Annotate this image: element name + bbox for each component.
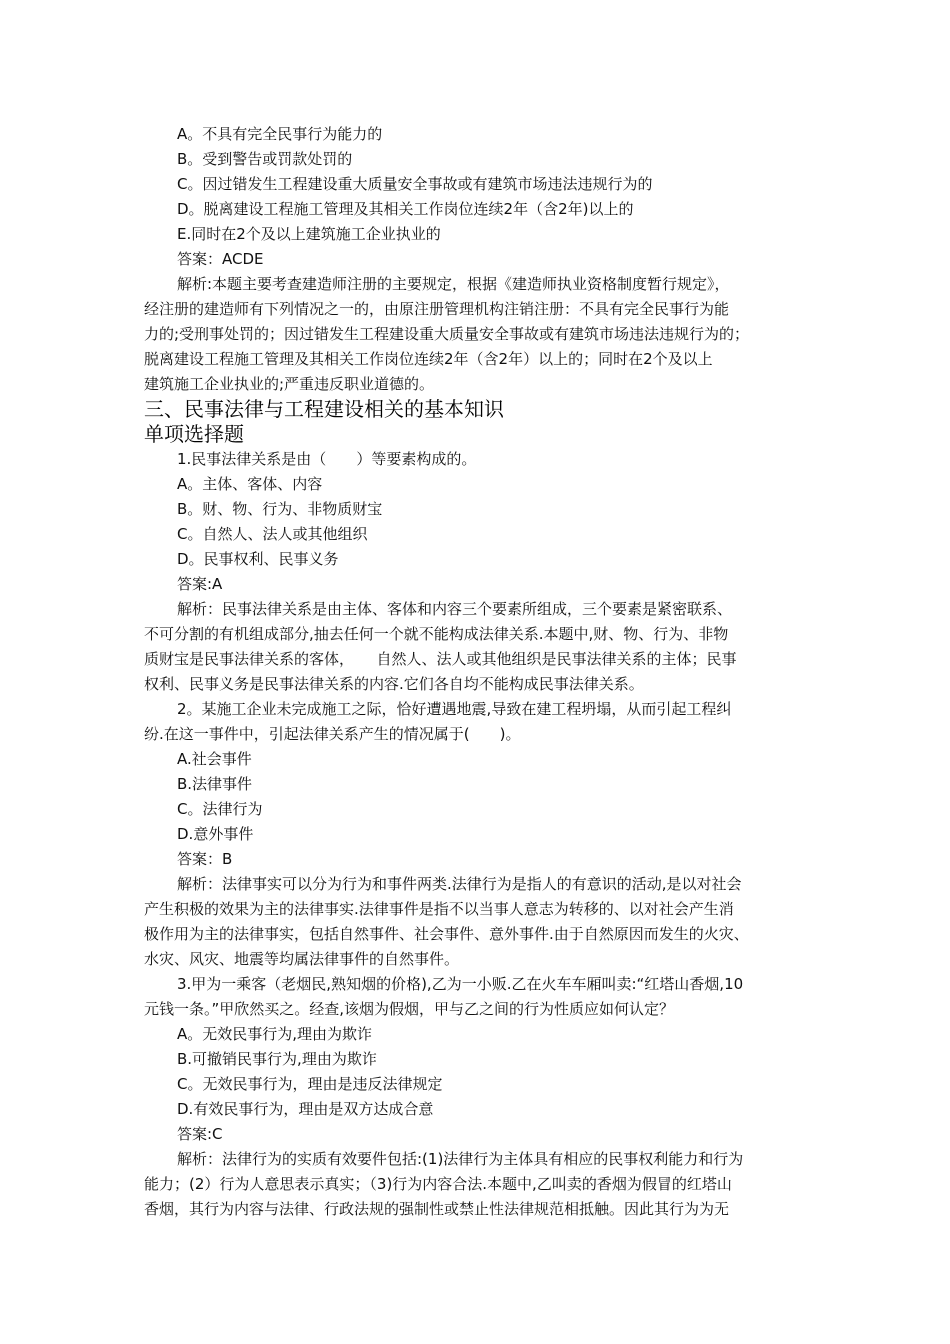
text-line: 建筑施工企业执业的;严重违反职业道德的。 — [144, 375, 435, 393]
text-line: D.意外事件 — [177, 825, 254, 843]
text-line: D。民事权利、民事义务 — [177, 550, 339, 568]
document-body — [144, 122, 816, 1222]
text-line: 答案:A — [177, 575, 223, 593]
text-line: 权利、民事义务是民事法律关系的内容.它们各自均不能构成民事法律关系。 — [144, 675, 644, 693]
text-line: D。脱离建设工程施工管理及其相关工作岗位连续2年（含2年)以上的 — [177, 200, 634, 218]
text-line: A。主体、客体、内容 — [177, 475, 323, 493]
text-line: A.社会事件 — [177, 750, 252, 768]
text-line: C。自然人、法人或其他组织 — [177, 525, 368, 543]
text-line: E.同时在2个及以上建筑施工企业执业的 — [177, 225, 441, 243]
text-line: A。不具有完全民事行为能力的 — [177, 125, 383, 143]
text-line: 答案：ACDE — [177, 250, 264, 268]
text-line: 3.甲为一乘客（老烟民,熟知烟的价格),乙为一小贩.乙在火车车厢叫卖:“红塔山香烟,10 — [177, 975, 744, 993]
text-line: A。无效民事行为,理由为欺诈 — [177, 1025, 373, 1043]
text-line: 元钱一条。”甲欣然买之。经查,该烟为假烟，甲与乙之间的行为性质应如何认定？ — [144, 1000, 675, 1018]
text-line: B。财、物、行为、非物质财宝 — [177, 500, 383, 518]
text-line: 2。某施工企业未完成施工之际，恰好遭遇地震,导致在建工程坍塌，从而引起工程纠 — [177, 700, 732, 718]
text-line: 经注册的建造师有下列情况之一的，由原注册管理机构注销注册：不具有完全民事行为能 — [144, 300, 730, 318]
text-line: 极作用为主的法律事实，包括自然事件、社会事件、意外事件.由于自然原因而发生的火灾、 — [144, 925, 749, 943]
section-heading: 单项选择题 — [144, 422, 244, 446]
text-line: 答案:C — [177, 1125, 223, 1143]
text-line: 产生积极的效果为主的法律事实.法律事件是指不以当事人意志为转移的、以对社会产生消 — [144, 900, 734, 918]
text-line: 力的;受刑事处罚的；因过错发生工程建设重大质量安全事故或有建筑市场违法违规行为的； — [144, 325, 750, 343]
text-line: 解析:本题主要考查建造师注册的主要规定，根据《建造师执业资格制度暂行规定》， — [177, 275, 730, 293]
text-line: C。因过错发生工程建设重大质量安全事故或有建筑市场违法违规行为的 — [177, 175, 653, 193]
text-line: 解析：法律事实可以分为行为和事件两类.法律行为是指人的有意识的活动,是以对社会 — [177, 875, 742, 893]
section-heading: 三、民事法律与工程建设相关的基本知识 — [144, 397, 504, 421]
text-line: 香烟，其行为内容与法律、行政法规的强制性或禁止性法律规范相抵触。因此其行为为无 — [144, 1200, 730, 1218]
text-line: 能力；(2）行为人意思表示真实；（3)行为内容合法.本题中,乙叫卖的香烟为假冒的红塔山 — [144, 1175, 732, 1193]
text-line: D.有效民事行为，理由是双方达成合意 — [177, 1100, 434, 1118]
text-line: 脱离建设工程施工管理及其相关工作岗位连续2年（含2年）以上的；同时在2个及以上 — [144, 350, 713, 368]
text-line: 解析：民事法律关系是由主体、客体和内容三个要素所组成，三个要素是紧密联系、 — [177, 600, 733, 618]
text-line: C。无效民事行为，理由是违反法律规定 — [177, 1075, 443, 1093]
text-line: 纷.在这一事件中，引起法律关系产生的情况属于( )。 — [144, 725, 521, 743]
text-line: B.法律事件 — [177, 775, 253, 793]
text-line: B.可撤销民事行为,理由为欺诈 — [177, 1050, 377, 1068]
text-line: 答案：B — [177, 850, 233, 868]
text-line: 解析：法律行为的实质有效要件包括:(1)法律行为主体具有相应的民事权利能力和行为 — [177, 1150, 744, 1168]
text-line: C。法律行为 — [177, 800, 263, 818]
text-line: 水灾、风灾、地震等均属法律事件的自然事件。 — [144, 950, 460, 968]
text-line: 质财宝是民事法律关系的客体， 自然人、法人或其他组织是民事法律关系的主体；民事 — [144, 650, 737, 668]
text-line: 1.民事法律关系是由（ ）等要素构成的。 — [177, 450, 477, 468]
text-line: 不可分割的有机组成部分,抽去任何一个就不能构成法律关系.本题中,财、物、行为、非物 — [144, 625, 729, 643]
text-line: B。受到警告或罚款处罚的 — [177, 150, 353, 168]
